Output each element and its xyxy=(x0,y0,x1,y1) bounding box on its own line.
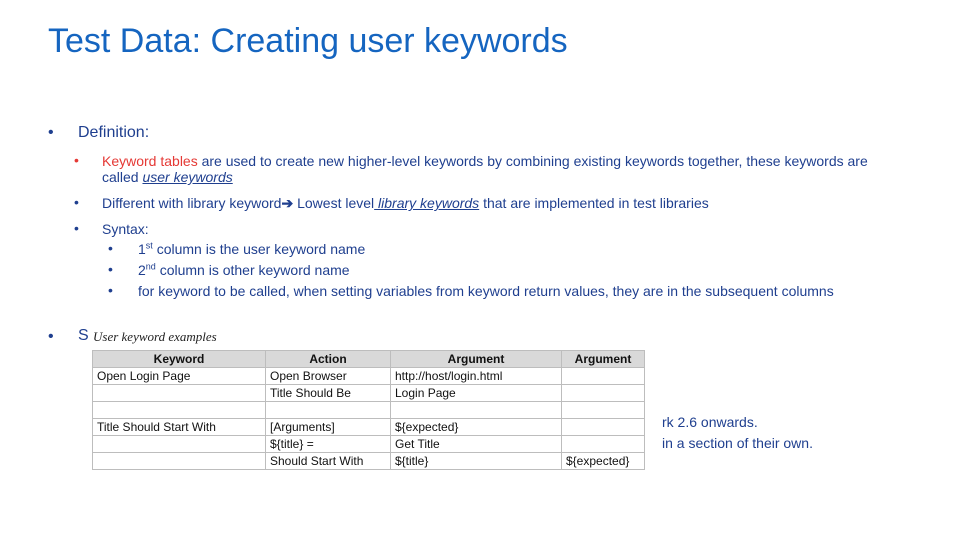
table-cell: Login Page xyxy=(391,385,562,402)
table-row xyxy=(93,436,645,453)
user-keywords-link[interactable]: user keywords xyxy=(142,169,233,185)
table-cell xyxy=(266,402,391,419)
ordinal-suffix: nd xyxy=(145,261,156,272)
libraries-text: that are implemented in test libraries xyxy=(479,195,709,211)
ordinal-number: 1 xyxy=(138,241,146,257)
obscured-bullet-letter: S xyxy=(78,327,89,344)
table-cell xyxy=(93,385,266,402)
header-keyword: Keyword xyxy=(93,351,266,368)
partial-text-2: in a section of their own. xyxy=(662,435,813,451)
library-keyword-text: Different with library keyword xyxy=(102,195,282,211)
table-cell: http://host/login.html xyxy=(391,368,562,385)
keyword-tables-term: Keyword tables xyxy=(102,153,198,169)
library-keyword-bullet xyxy=(102,195,709,211)
bullet-dot: • xyxy=(74,194,79,210)
table-cell xyxy=(562,436,645,453)
table-cell: ${title} xyxy=(391,453,562,470)
table-cell: Title Should Start With xyxy=(93,419,266,436)
library-keywords-link[interactable]: library keywords xyxy=(374,195,480,211)
table-row xyxy=(93,368,645,385)
table-cell xyxy=(562,419,645,436)
lowest-level-text: Lowest level xyxy=(293,195,375,211)
partial-text-1: rk 2.6 onwards. xyxy=(662,414,758,430)
bullet-dot: • xyxy=(74,220,79,236)
keyword-tables-text: are used to create new higher-level keywords by combining existing keywords together, these keywords are called xyxy=(102,153,868,185)
ordinal-suffix: st xyxy=(145,240,153,251)
table-caption: User keyword examples xyxy=(93,329,223,345)
table-cell xyxy=(93,402,266,419)
bullet-dot: • xyxy=(48,328,54,345)
table-cell xyxy=(562,368,645,385)
syntax-item-2 xyxy=(138,262,350,278)
header-argument-2: Argument xyxy=(562,351,645,368)
table-row xyxy=(93,385,645,402)
table-cell xyxy=(562,402,645,419)
arrow-icon: ➔ xyxy=(281,195,294,211)
table-header-row xyxy=(93,351,645,368)
ordinal-number: 2 xyxy=(138,262,146,278)
table-cell: ${expected} xyxy=(562,453,645,470)
table-cell: Open Login Page xyxy=(93,368,266,385)
table-cell: Open Browser xyxy=(266,368,391,385)
syntax-item-text: column is the user keyword name xyxy=(152,241,366,257)
table-row xyxy=(93,419,645,436)
bullet-dot: • xyxy=(108,261,113,277)
table-cell xyxy=(93,453,266,470)
bullet-dot: • xyxy=(108,240,113,256)
table-cell: [Arguments] xyxy=(266,419,391,436)
syntax-item-1 xyxy=(138,241,365,257)
bullet-dot: • xyxy=(48,124,54,141)
user-keyword-table xyxy=(92,350,645,470)
table-cell: Get Title xyxy=(391,436,562,453)
table-row xyxy=(93,402,645,419)
bullet-dot: • xyxy=(74,152,79,168)
table-cell: Should Start With xyxy=(266,453,391,470)
keyword-tables-bullet xyxy=(102,153,882,185)
table-cell xyxy=(562,385,645,402)
header-action: Action xyxy=(266,351,391,368)
header-argument-1: Argument xyxy=(391,351,562,368)
syntax-label: Syntax: xyxy=(102,221,149,237)
table-row xyxy=(93,453,645,470)
table-cell: ${title} = xyxy=(266,436,391,453)
slide-title: Test Data: Creating user keywords xyxy=(48,22,568,60)
syntax-item-3: for keyword to be called, when setting variables from keyword return values, they are in the subsequent columns xyxy=(138,283,834,299)
bullet-dot: • xyxy=(108,282,113,298)
table-cell xyxy=(391,402,562,419)
table-cell: Title Should Be xyxy=(266,385,391,402)
syntax-item-text: column is other keyword name xyxy=(155,262,350,278)
table-cell: ${expected} xyxy=(391,419,562,436)
table-cell xyxy=(93,436,266,453)
definition-label: Definition: xyxy=(78,124,150,141)
